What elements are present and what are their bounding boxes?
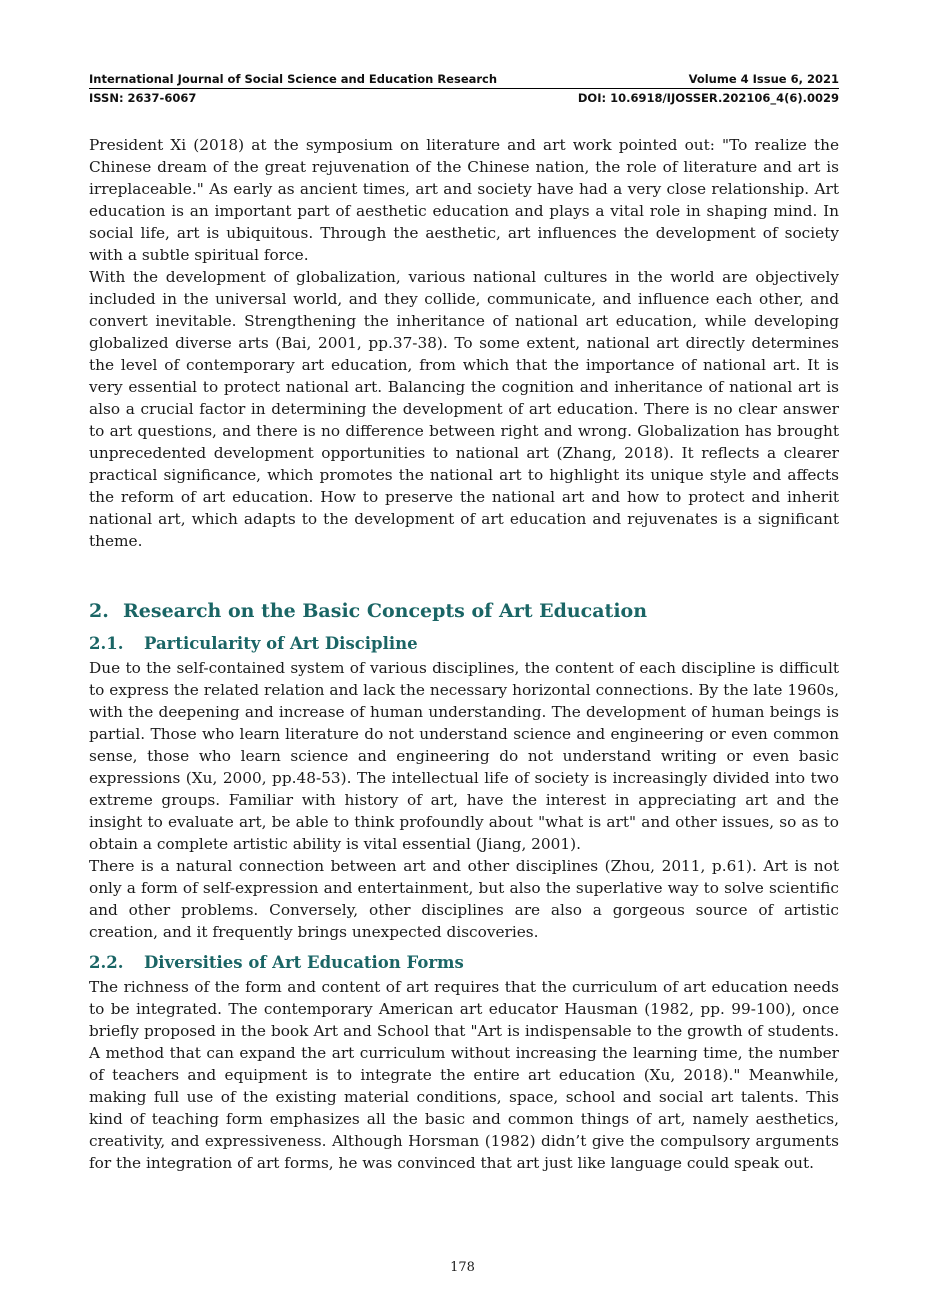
doi: DOI: 10.6918/IJOSSER.202106_4(6).0029 (577, 91, 839, 105)
journal-name: International Journal of Social Science and Education Research (89, 72, 498, 86)
subsection-heading-2-2 (89, 952, 839, 974)
header-top-row (89, 70, 839, 89)
subsection-heading-2-1 (89, 633, 839, 655)
header-bottom-row (89, 89, 839, 107)
volume-info: Volume 4 Issue 6, 2021 (688, 72, 839, 86)
paragraph-2-1-b: There is a natural connection between art and other disciplines (Zhou, 2011, p.61). Art is not only a form of self-expression and entertainment, but also the superlative way to solve scientific and other problems. Conversely, other disciplines are also a gorgeous source of artistic creation, and it frequently brings unexpected discoveries. (89, 857, 839, 941)
issn: ISSN: 2637-6067 (89, 91, 197, 105)
section-heading-2 (89, 598, 839, 624)
paragraph-intro-2: With the development of globalization, various national cultures in the world are objectively included in the universal world, and they collide, communicate, and influence each other, and convert inevitable. Strengthening the inheritance of national art education, while developing globalized diverse arts (Bai, 2001, pp.37-38). To some extent, national art directly determines the level of contemporary art education, from which that the importance of national art. It is very essential to protect national art. Balancing the cognition and inheritance of national art is also a crucial factor in determining the development of art education. There is no clear answer to art questions, and there is no difference between right and wrong. Globalization has brought unprecedented development opportunities to national art (Zhang, 2018). It reflects a clearer practical significance, which promotes the national art to highlight its unique style and affects the reform of art education. How to preserve the national art and how to protect and inherit national art, which adapts to the development of art education and rejuvenates is a significant theme. (89, 268, 839, 550)
subsection-title: Diversities of Art Education Forms (144, 953, 464, 972)
page-number: 178 (450, 1260, 475, 1275)
paragraph-2-2-a: The richness of the form and content of art requires that the curriculum of art education needs to be integrated. The contemporary American art educator Hausman (1982, pp. 99-100), once briefly proposed in the book Art and School that "Art is indispensable to the growth of students. A method that can expand the art curriculum without increasing the learning time, the number of teachers and equipment is to integrate the entire art education (Xu, 2018)." Meanwhile, making full use of the existing material conditions, space, school and social art talents. This kind of teaching form emphasizes all the basic and common things of art, namely aesthetics, creativity, and expressiveness. Although Horsman (1982) didn’t give the compulsory arguments for the integration of art forms, he was convinced that art just like language could speak out. (89, 978, 839, 1172)
paragraph-intro-1: President Xi (2018) at the symposium on literature and art work pointed out: "To realize the Chinese dream of the great rejuvenation of the Chinese nation, the role of literature and art is irreplaceable." As early as ancient times, art and society have had a very close relationship. Art education is an important part of aesthetic education and plays a vital role in shaping mind. In social life, art is ubiquitous. Through the aesthetic, art influences the development of society with a subtle spiritual force. (89, 136, 839, 264)
article-body (89, 134, 839, 1174)
subsection-title: Particularity of Art Discipline (144, 634, 418, 653)
section-title: Research on the Basic Concepts of Art Education (123, 600, 648, 622)
paragraph-2-1-a: Due to the self-contained system of various disciplines, the content of each discipline is difficult to express the related relation and lack the necessary horizontal connections. By the late 1960s, with the deepening and increase of human understanding. The development of human beings is partial. Those who learn literature do not understand science and engineering or even common sense, those who learn science and engineering do not understand writing or even basic expressions (Xu, 2000, pp.48-53). The intellectual life of society is increasingly divided into two extreme groups. Familiar with history of art, have the interest in appreciating art and the insight to evaluate art, be able to think profoundly about "what is art" and other issues, so as to obtain a complete artistic ability is vital essential (Jiang, 2001). (89, 659, 839, 853)
subsection-number: 2.1. (89, 634, 124, 653)
section-number: 2. (89, 600, 109, 622)
subsection-number: 2.2. (89, 953, 124, 972)
running-header (89, 70, 839, 107)
